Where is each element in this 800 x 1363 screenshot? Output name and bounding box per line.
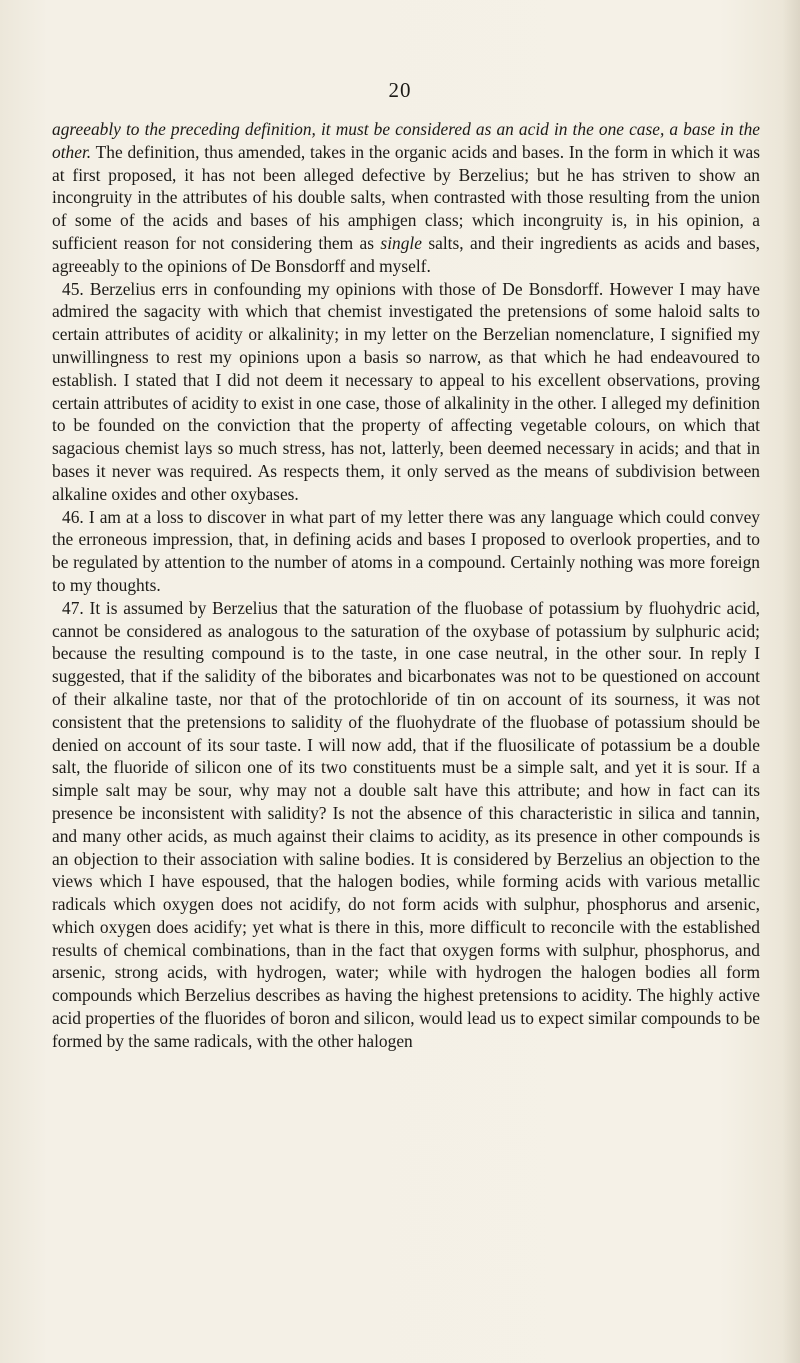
page-body [52,118,760,1053]
paragraph-number: 47. [62,597,84,618]
continuation-paragraph [52,118,760,278]
page-edge-shadow [782,0,800,1363]
italic-word: single [380,232,422,253]
page-number: 20 [388,78,412,102]
italic-lead: agreeably to the preceding definition, it must be considered as an acid in the one case, a base in the other. [52,119,760,162]
paragraph-text: It is assumed by Berzelius that the saturation of the fluobase of potassium by fluohydric acid, cannot be considered as analogous to the saturation of the oxybase of potassium by sulphuric acid; because the resulting compound is to the taste, in one case neutral, in the other sour. In reply I suggested, that if the salidity of the biborates and bicarbonates was not to be questioned on account of their alkaline taste, nor that of the protochloride of tin on account of its sourness, it was not consistent that the pretensions to salidity of the fluohydrate of the fluobase of potassium should be denied on account of its sour taste. I will now add, that if the fluosilicate of potassium be a double salt, the fluoride of silicon one of its two constituents must be a simple salt, and yet it is sour. If a simple salt may be sour, why may not a double salt have this attribute; and how in fact can its presence be inconsistent with salidity? Is not the absence of this characteristic in silica and tannin, and many other acids, as much against their claims to acidity, as its presence in other compounds is an objection to their association with saline bodies. It is considered by Berzelius an objection to the views which I have espoused, that the halogen bodies, while forming acids with various metallic radicals which oxygen does not acidify, do not form acids with sulphur, phosphorus and arsenic, which oxygen does acidify; yet what is there in this, more difficult to reconcile with the established results of chemical combinations, than in the fact that oxygen forms with sulphur, phosphorus, and arsenic, strong acids, with hydrogen, water; while with hydrogen the halogen bodies all form compounds which Berzelius describes as having the highest pretensions to acidity. The highly active acid properties of the fluorides of boron and silicon, would lead us to expect similar compounds to be formed by the same radicals, with the other halogen [52,597,760,1051]
paragraph-number: 46. [62,506,84,527]
paragraph-47 [52,597,760,1053]
paragraph-text: Berzelius errs in confounding my opinions with those of De Bonsdorff. However I may have admired the sagacity with which that chemist investigated the pretensions of some haloid salts to certain attributes of acidity or alkalinity; in my letter on the Berzelian nomenclature, I signified my unwillingness to rest my opinions upon a basis so narrow, as that which he had endeavoured to establish. I stated that I did not deem it necessary to appeal to his excellent observations, proving certain attributes of acidity to exist in one case, those of alkalinity in the other. I alleged my definition to be founded on the conviction that the property of affecting vegetable colours, on which that sagacious chemist lays so much stress, has not, latterly, been deemed necessary in acids; and that in bases it never was required. As respects them, it only served as the means of subdivision between alkaline oxides and other oxybases. [52,278,760,504]
continuation-text-a: The definition, thus amended, takes in the organic acids and bases. In the form in which it was at first proposed, it has not been alleged defective by Berzelius; but he has striven to show an incongruity in the attributes of his double salts, when contrasted with those resulting from the union of some of the acids and bases of his amphigen class; which incongruity is, in his opinion, a sufficient reason for not considering them as [52,141,760,253]
paragraph-45 [52,278,760,506]
paragraph-text: I am at a loss to discover in what part of my letter there was any language which could convey the erroneous impression, that, in defining acids and bases I proposed to overlook properties, and to be regulated by attention to the number of atoms in a compound. Certainly nothing was more foreign to my thoughts. [52,506,760,595]
paragraph-number: 45. [62,278,84,299]
paragraph-46 [52,506,760,597]
continuation-text-b: salts, and their ingredients as acids and bases, agreeably to the opinions of De Bonsdorff and myself. [52,232,760,276]
